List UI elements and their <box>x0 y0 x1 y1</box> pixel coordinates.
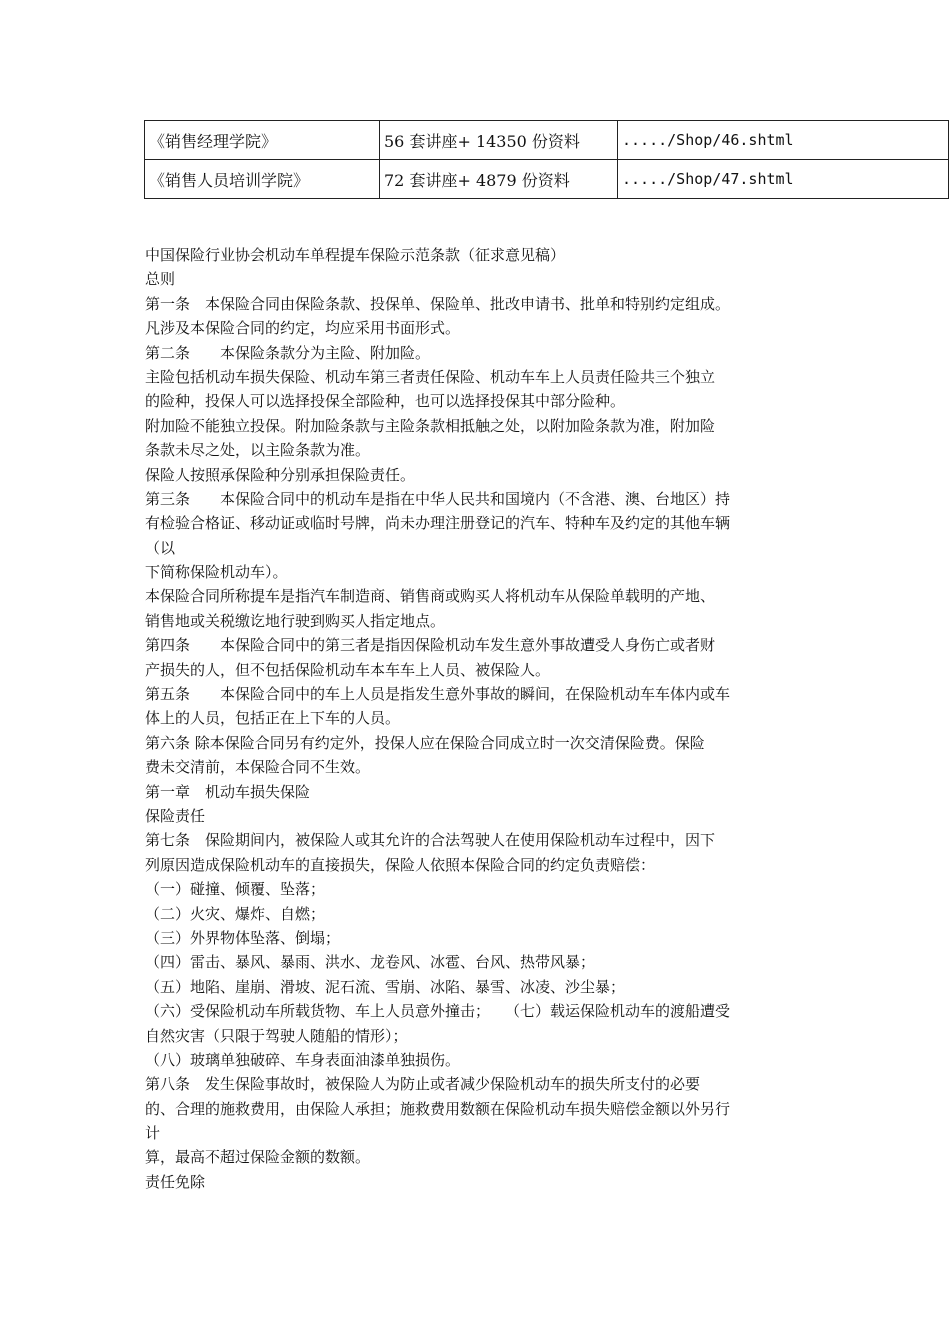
text-line: （六）受保险机动车所载货物、车上人员意外撞击； （七）载运保险机动车的渡船遭受 <box>145 1002 731 1021</box>
text-line: （二）火灾、爆炸、自燃； <box>145 904 326 923</box>
text-line: 主险包括机动车损失保险、机动车第三者责任保险、机动车车上人员责任险共三个独立 <box>145 367 716 386</box>
text-line: 销售地或关税缴讫地行驶到购买人指定地点。 <box>145 611 446 630</box>
text-line: 第一章 机动车损失保险 <box>145 782 311 801</box>
text-line: 第一条 本保险合同由保险条款、投保单、保险单、批改申请书、批单和特别约定组成。 <box>145 294 731 313</box>
text-line: 第七条 保险期间内，被保险人或其允许的合法驾驶人在使用保险机动车过程中，因下 <box>145 831 716 850</box>
course-link-cell[interactable]: ...../Shop/47.shtml <box>618 160 949 199</box>
text-line: （一）碰撞、倾覆、坠落； <box>145 880 326 899</box>
text-line: 的、合理的施救费用，由保险人承担；施救费用数额在保险机动车损失赔偿金额以外另行 <box>145 1099 731 1118</box>
text-line: 体上的人员，包括正在上下车的人员。 <box>145 709 401 728</box>
text-line: 附加险不能独立投保。附加险条款与主险条款相抵触之处，以附加险条款为准，附加险 <box>145 416 716 435</box>
text-line: （四）雷击、暴风、暴雨、洪水、龙卷风、冰雹、台风、热带风暴； <box>145 953 596 972</box>
text-line: 自然灾害（只限于驾驶人随船的情形）； <box>145 1026 408 1045</box>
text-line: 产损失的人，但不包括保险机动车本车车上人员、被保险人。 <box>145 660 551 679</box>
text-line: 责任免除 <box>145 1172 206 1191</box>
text-line: （三）外界物体坠落、倒塌； <box>145 928 341 947</box>
text-line: 第六条 除本保险合同另有约定外，投保人应在保险合同成立时一次交清保险费。保险 <box>145 733 705 752</box>
text-line: 保险人按照承保险种分别承担保险责任。 <box>145 465 416 484</box>
text-line: 总则 <box>145 270 176 289</box>
text-line: 计 <box>145 1124 161 1143</box>
text-line: 第三条 本保险合同中的机动车是指在中华人民共和国境内（不含港、澳、台地区）持 <box>145 489 731 508</box>
text-line: 第二条 本保险条款分为主险、附加险。 <box>145 343 431 362</box>
text-line: （八）玻璃单独破碎、车身表面油漆单独损伤。 <box>145 1050 461 1069</box>
course-link-cell[interactable]: ...../Shop/46.shtml <box>618 121 949 160</box>
course-title-cell: 《销售经理学院》 <box>145 121 380 160</box>
text-line: 列原因造成保险机动车的直接损失，保险人依照本保险合同的约定负责赔偿： <box>145 855 656 874</box>
course-content-cell: 56 套讲座+ 14350 份资料 <box>380 121 618 160</box>
table-row <box>145 121 949 160</box>
text-line: （以 <box>145 538 176 557</box>
text-line: 条款未尽之处，以主险条款为准。 <box>145 441 371 460</box>
text-line: 下简称保险机动车）。 <box>145 563 288 582</box>
course-content-cell: 72 套讲座+ 4879 份资料 <box>380 160 618 199</box>
text-line: 本保险合同所称提车是指汽车制造商、销售商或购买人将机动车从保险单载明的产地、 <box>145 587 716 606</box>
text-line: 第八条 发生保险事故时，被保险人为防止或者减少保险机动车的损失所支付的必要 <box>145 1075 701 1094</box>
text-line: 中国保险行业协会机动车单程提车保险示范条款（征求意见稿） <box>145 246 566 264</box>
text-line: 凡涉及本保险合同的约定，均应采用书面形式。 <box>145 319 461 338</box>
text-line: 保险责任 <box>145 806 206 825</box>
resource-table <box>144 120 949 199</box>
text-line: 有检验合格证、移动证或临时号牌，尚未办理注册登记的汽车、特种车及约定的其他车辆 <box>145 514 731 533</box>
text-line: 第五条 本保险合同中的车上人员是指发生意外事故的瞬间，在保险机动车车体内或车 <box>145 685 731 704</box>
text-line: 费未交清前，本保险合同不生效。 <box>145 758 371 777</box>
course-title-cell: 《销售人员培训学院》 <box>145 160 380 199</box>
table-row <box>145 160 949 199</box>
text-line: 第四条 本保险合同中的第三者是指因保险机动车发生意外事故遭受人身伤亡或者财 <box>145 636 716 655</box>
text-line: 算，最高不超过保险金额的数额。 <box>145 1148 371 1167</box>
text-line: （五）地陷、崖崩、滑坡、泥石流、雪崩、冰陷、暴雪、冰凌、沙尘暴； <box>145 977 626 996</box>
document-body <box>145 243 825 1194</box>
text-line: 的险种，投保人可以选择投保全部险种，也可以选择投保其中部分险种。 <box>145 392 626 411</box>
